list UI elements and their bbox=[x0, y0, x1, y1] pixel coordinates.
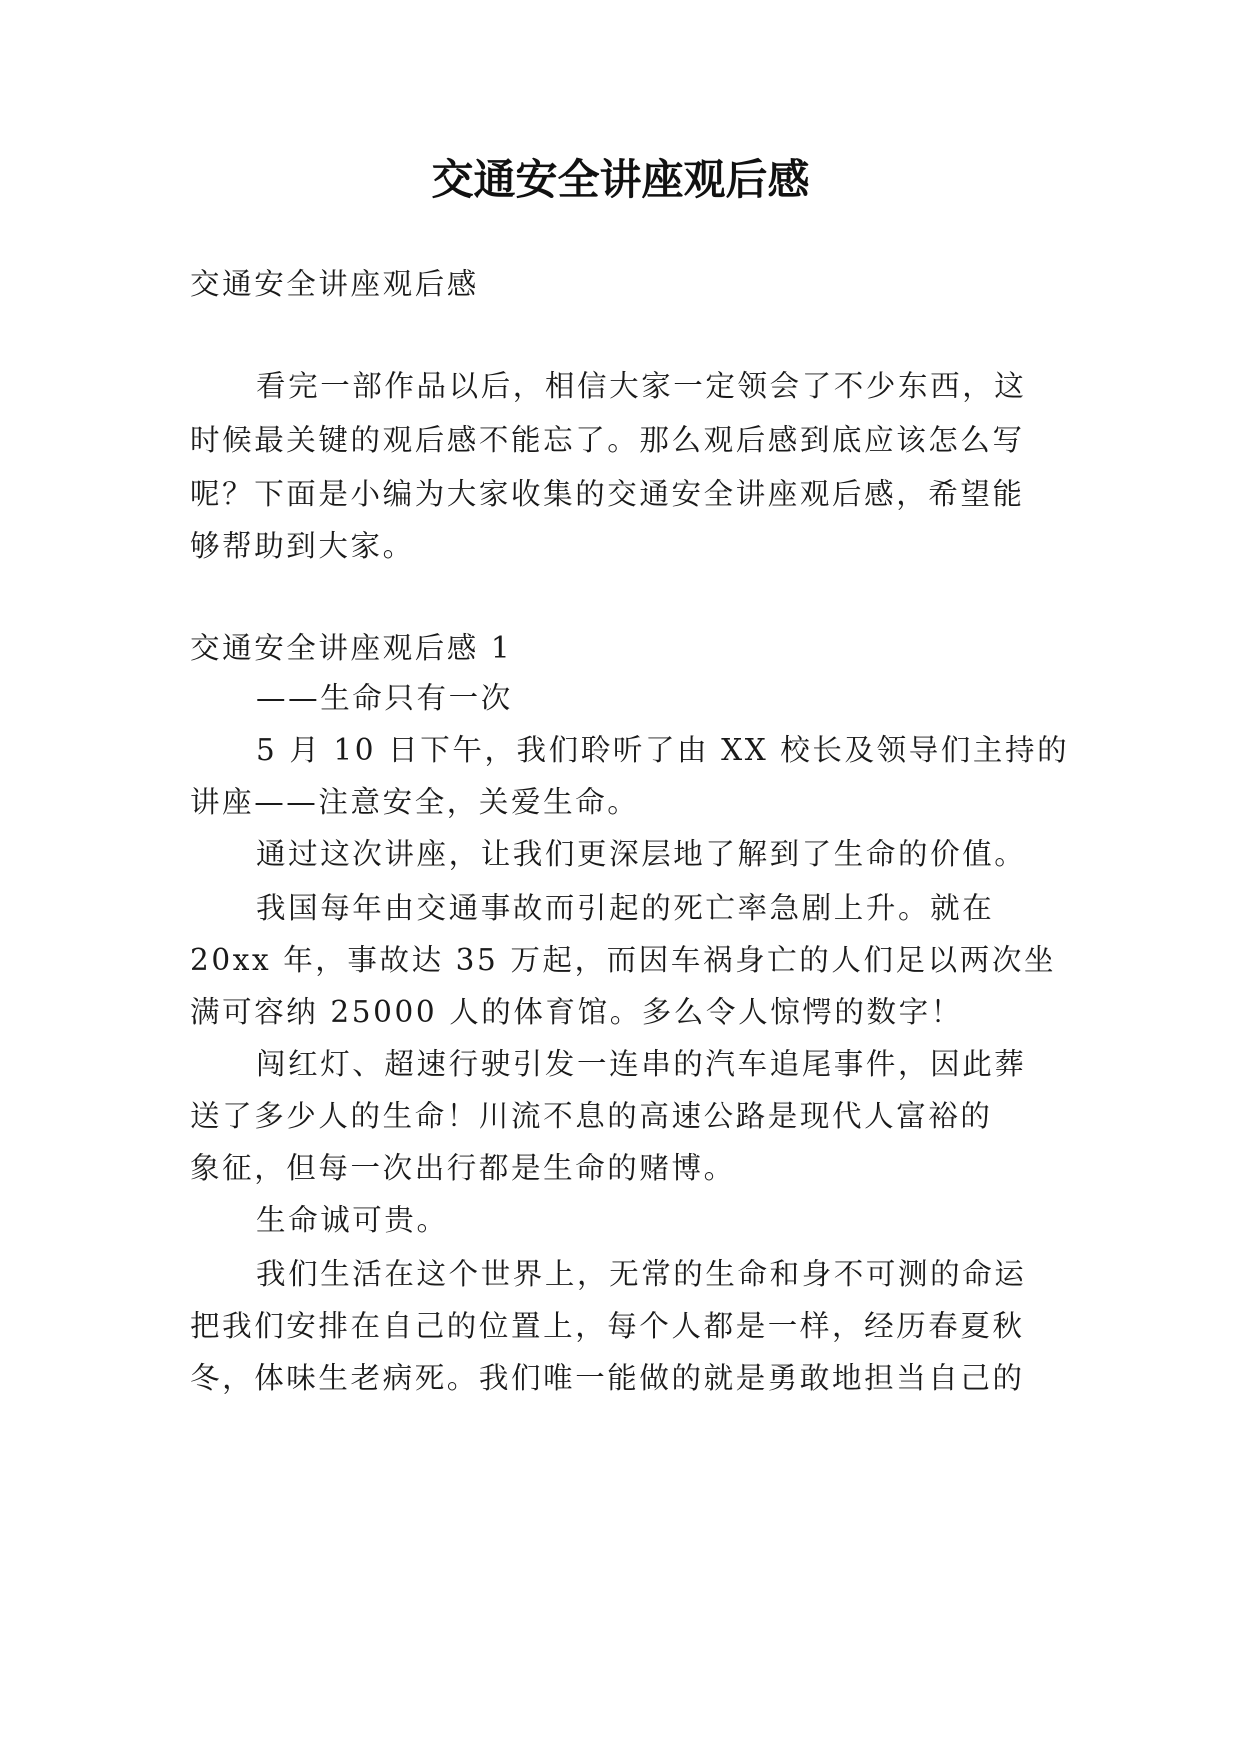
text-line: 5 月 10 日下午，我们聆听了由 XX 校长及领导们主持的 bbox=[256, 733, 1070, 767]
text-line: 闯红灯、超速行驶引发一连串的汽车追尾事件，因此葬 bbox=[256, 1047, 1027, 1081]
text-line: 20xx 年，事故达 35 万起，而因车祸身亡的人们足以两次坐 bbox=[190, 943, 1057, 977]
text-line: 够帮助到大家。 bbox=[190, 529, 415, 563]
text-line: 时候最关键的观后感不能忘了。那么观后感到底应该怎么写 bbox=[190, 423, 1025, 457]
section-subheading: ——生命只有一次 bbox=[256, 681, 513, 715]
text-line: 象征，但每一次出行都是生命的赌博。 bbox=[190, 1151, 736, 1185]
text-line: 送了多少人的生命！川流不息的高速公路是现代人富裕的 bbox=[190, 1099, 993, 1133]
text-line: 讲座——注意安全，关爱生命。 bbox=[190, 785, 640, 819]
text-line: 冬，体味生老病死。我们唯一能做的就是勇敢地担当自己的 bbox=[190, 1361, 1025, 1395]
document-title: 交通安全讲座观后感 bbox=[431, 155, 810, 204]
text-line: 我们生活在这个世界上，无常的生命和身不可测的命运 bbox=[256, 1257, 1027, 1291]
text-line: 生命诚可贵。 bbox=[256, 1203, 449, 1237]
section-heading: 交通安全讲座观后感 1 bbox=[190, 631, 513, 665]
text-line: 通过这次讲座，让我们更深层地了解到了生命的价值。 bbox=[256, 837, 1027, 871]
text-line: 满可容纳 25000 人的体育馆。多么令人惊愕的数字！ bbox=[190, 995, 963, 1029]
subtitle-line: 交通安全讲座观后感 bbox=[190, 267, 479, 301]
text-line: 呢？下面是小编为大家收集的交通安全讲座观后感，希望能 bbox=[190, 477, 1025, 511]
text-line: 看完一部作品以后，相信大家一定领会了不少东西，这 bbox=[256, 369, 1027, 403]
text-line: 我国每年由交通事故而引起的死亡率急剧上升。就在 bbox=[256, 891, 995, 925]
text-line: 把我们安排在自己的位置上，每个人都是一样，经历春夏秋 bbox=[190, 1309, 1025, 1343]
